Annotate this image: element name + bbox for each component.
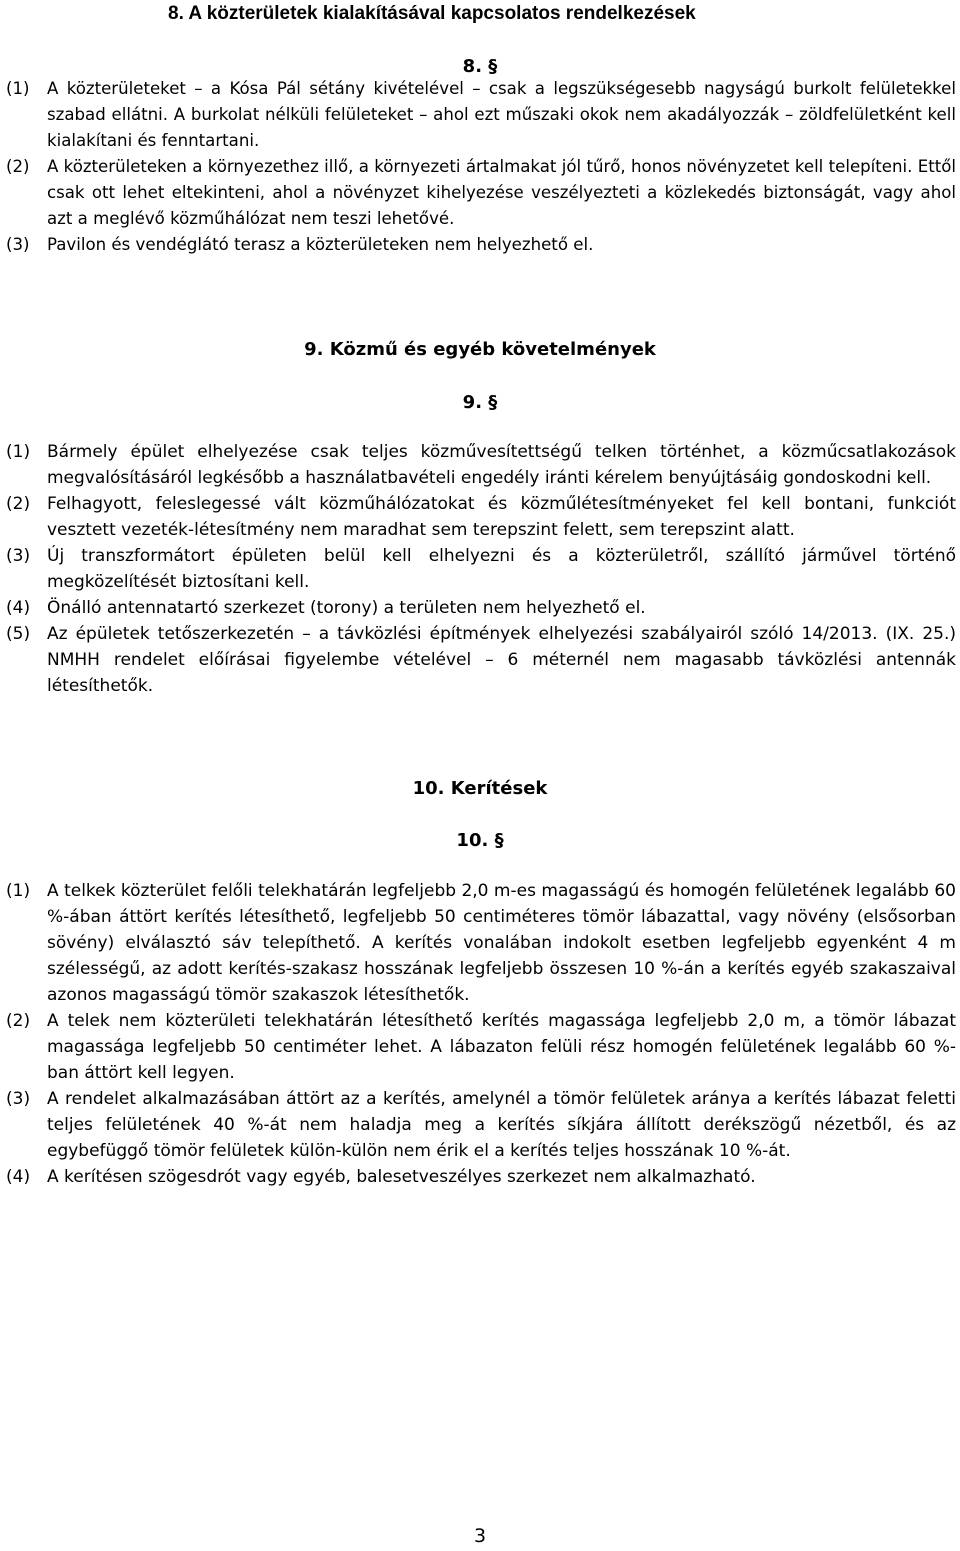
page-number: 3 xyxy=(473,1525,487,1547)
paragraph-8-number: 8. § xyxy=(462,56,498,77)
item-text: A kerítésen szögesdrót vagy egyéb, balesetveszélyes szerkezet nem alkalmazható. xyxy=(47,1167,756,1187)
chapter-10-body xyxy=(6,878,956,1190)
item-text: A közterületeken a környezethez illő, a környezeti ártalmakat jól tűrő, honos növényzetet kell telepíteni. Ettől csak ott lehet eltekinteni, ahol a növényzet kihelyezése veszélyezteti a közlekedés biztonságát, vagy ahol azt a meglévő közműhálózat nem teszi lehetővé. xyxy=(47,157,956,228)
paragraph-10-number: 10. § xyxy=(456,830,504,851)
paragraph-10-item-3 xyxy=(6,1086,956,1164)
chapter-9-heading: 9. Közmű és egyéb követelmények xyxy=(304,339,656,360)
paragraph-8-item-3 xyxy=(6,232,956,258)
item-text: Az épületek tetőszerkezetén – a távközlési építmények elhelyezési szabályairól szóló 14/2013. (IX. 25.) NMHH rendelet előírásai figyelembe vételével – 6 méternél nem magasabb távközlési antennák létesíthetők. xyxy=(47,624,956,696)
paragraph-9-item-1 xyxy=(6,439,956,491)
item-number: (2) xyxy=(6,157,30,176)
item-text: A telkek közterület felőli telekhatárán legfeljebb 2,0 m-es magasságú és homogén felületének legalább 60 %-ában áttört kerítés létesíthető, legfeljebb 50 centiméteres tömör lábazattal, vagy növény (elsősorban sövény) elválasztó sáv telepíthető. A kerítés vonalában indokolt esetben legfeljebb egyenként 4 m szélességű, az adott kerítés-szakasz hosszának legfeljebb összesen 10 %-án a kerítés egyéb szakaszaival azonos magasságú tömör szakaszok létesíthetők. xyxy=(47,881,956,1005)
chapter-8-heading: 8. A közterületek kialakításával kapcsolatos rendelkezések xyxy=(168,3,696,24)
item-text: Önálló antennatartó szerkezet (torony) a területen nem helyezhető el. xyxy=(47,598,646,618)
chapter-10-heading: 10. Kerítések xyxy=(412,778,548,799)
paragraph-10-item-1 xyxy=(6,878,956,1008)
paragraph-8-item-1 xyxy=(6,76,956,154)
item-number: (1) xyxy=(6,79,30,98)
item-number: (3) xyxy=(6,235,30,254)
item-number: (3) xyxy=(6,1089,31,1109)
item-text: Felhagyott, feleslegessé vált közműhálózatokat és közműlétesítményeket fel kell bontani, funkciót vesztett vezeték-létesítmény nem maradhat sem terepszint felett, sem terepszint alatt. xyxy=(47,494,956,540)
chapter-9-body xyxy=(6,439,956,699)
item-number: (3) xyxy=(6,546,31,566)
item-number: (4) xyxy=(6,598,31,618)
paragraph-10-item-2 xyxy=(6,1008,956,1086)
item-text: Új transzformátort épületen belül kell elhelyezni és a közterületről, szállító járművel történő megközelítését biztosítani kell. xyxy=(47,546,956,592)
chapter-8-body xyxy=(6,76,956,258)
item-number: (1) xyxy=(6,442,31,462)
item-number: (2) xyxy=(6,494,31,514)
item-number: (2) xyxy=(6,1011,31,1031)
item-text: A közterületeket – a Kósa Pál sétány kivételével – csak a legszükségesebb nagyságú burkolt felületekkel szabad ellátni. A burkolat nélküli felületeket – ahol ezt műszaki okok nem akadályozzák – zöldfelületként kell kialakítani és fenntartani. xyxy=(47,79,956,150)
paragraph-9-item-3 xyxy=(6,543,956,595)
paragraph-9-item-2 xyxy=(6,491,956,543)
paragraph-9-item-5 xyxy=(6,621,956,699)
item-number: (1) xyxy=(6,881,31,901)
item-text: Bármely épület elhelyezése csak teljes közművesítettségű telken történhet, a közműcsatlakozások megvalósításáról legkésőbb a használatbavételi engedély iránti kérelem benyújtásáig gondoskodni kell. xyxy=(47,442,956,488)
item-number: (5) xyxy=(6,624,31,644)
item-number: (4) xyxy=(6,1167,31,1187)
paragraph-8-item-2 xyxy=(6,154,956,232)
item-text: Pavilon és vendéglátó terasz a közterületeken nem helyezhető el. xyxy=(47,235,594,254)
paragraph-9-number: 9. § xyxy=(462,392,498,413)
paragraph-10-item-4 xyxy=(6,1164,956,1190)
item-text: A telek nem közterületi telekhatárán létesíthető kerítés magassága legfeljebb 2,0 m, a tömör lábazat magassága legfeljebb 50 centiméter lehet. A lábazaton felüli rész homogén felületének legalább 60 %-ban áttört kell legyen. xyxy=(47,1011,956,1083)
item-text: A rendelet alkalmazásában áttört az a kerítés, amelynél a tömör felületek aránya a kerítés lábazat feletti teljes felületének 40 %-át nem haladja meg a kerítés síkjára állított derékszögű nézetből, és az egybefüggő tömör felületek külön-külön nem érik el a kerítés teljes hosszának 10 %-át. xyxy=(47,1089,956,1161)
paragraph-9-item-4 xyxy=(6,595,956,621)
